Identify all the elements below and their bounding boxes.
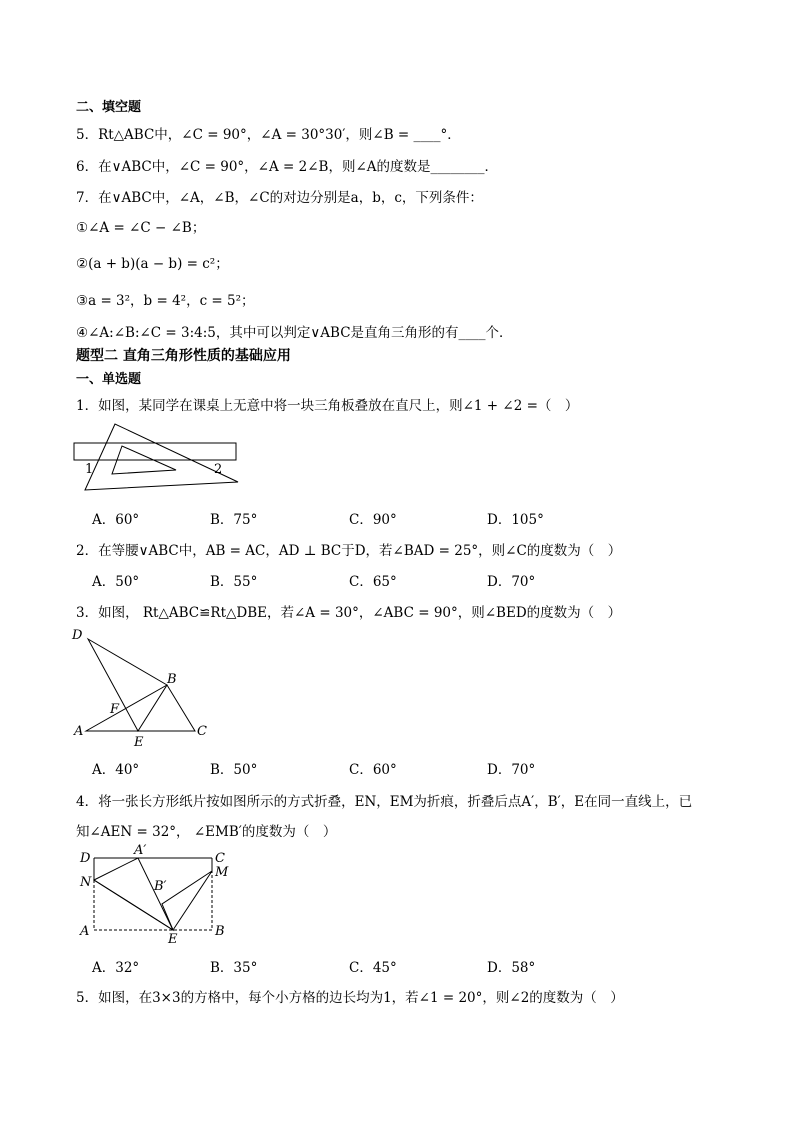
triangle-dbe [88, 639, 167, 731]
point-e-label: E [134, 735, 144, 750]
fold-flap-left [94, 858, 173, 930]
option-a[interactable]: A．32° [92, 960, 140, 976]
mc-question-3-stem: 3．如图， Rt△ABC≌Rt△DBE，若∠A = 30°，∠ABC = 90°，则∠BED的度数为（ ） [76, 605, 622, 621]
point-f-label: F [110, 702, 120, 717]
option-d[interactable]: D．70° [487, 762, 536, 778]
question-6: 6．在∨ABC中，∠C = 90°，∠A = 2∠B，则∠A的度数是________． [76, 159, 499, 175]
point-b-label: B [215, 924, 225, 939]
mc-question-3-options [92, 758, 612, 776]
question-7-condition-1: ①∠A = ∠C − ∠B； [76, 220, 206, 236]
point-c-label: C [197, 724, 207, 739]
option-a[interactable]: A．50° [92, 574, 140, 590]
option-b[interactable]: B．35° [210, 960, 258, 976]
option-c[interactable]: C．60° [349, 762, 397, 778]
point-b-prime-label: B′ [154, 879, 167, 894]
point-e-label: E [168, 932, 178, 947]
mc-question-2-options [92, 570, 612, 588]
ruler [74, 443, 236, 460]
option-d[interactable]: D．105° [487, 512, 544, 528]
mc-question-1-options [92, 508, 612, 526]
angle-1-label: 1 [85, 462, 94, 477]
option-c[interactable]: C．65° [349, 574, 397, 590]
question-type-heading: 题型二 直角三角形性质的基础应用 [76, 348, 291, 364]
point-b-label: B [167, 672, 177, 687]
option-b[interactable]: B．75° [210, 512, 258, 528]
congruent-triangles-figure [70, 625, 215, 750]
point-a-label: A [74, 724, 84, 739]
option-a[interactable]: A．60° [92, 512, 140, 528]
mc-question-4-stem-line-1: 4．将一张长方形纸片按如图所示的方式折叠，EN，EM为折痕，折叠后点A′，B′，E在同一直线上，已 [76, 794, 693, 810]
section-heading-fill-blank: 二、填空题 [76, 100, 142, 115]
point-d-label: D [72, 628, 83, 643]
set-square-outer [85, 424, 238, 490]
point-c-label: C [215, 851, 225, 866]
question-7-condition-3: ③a = 3²，b = 4²，c = 5²； [76, 293, 255, 309]
mc-question-4-stem-line-2: 知∠AEN = 32°， ∠EMB′的度数为（ ） [76, 824, 337, 840]
folded-rectangle-figure [70, 842, 240, 947]
section-heading-single-choice: 一、单选题 [76, 372, 142, 387]
question-7-condition-4: ④∠A:∠B:∠C = 3:4:5，其中可以判定∨ABC是直角三角形的有____个． [76, 325, 513, 341]
mc-question-5-stem: 5．如图，在3×3的方格中，每个小方格的边长均为1，若∠1 = 20°，则∠2的度数为（ ） [76, 990, 624, 1006]
ruler-triangle-figure [70, 420, 245, 495]
option-a[interactable]: A．40° [92, 762, 140, 778]
option-d[interactable]: D．58° [487, 960, 536, 976]
original-edges-dashed [94, 871, 212, 930]
mc-question-4-options [92, 956, 612, 974]
point-d-label: D [80, 851, 91, 866]
triangle-abc [86, 685, 195, 731]
option-d[interactable]: D．70° [487, 574, 536, 590]
question-5: 5．Rt△ABC中，∠C = 90°，∠A = 30°30′，则∠B = ____°． [76, 127, 461, 143]
angle-2-label: 2 [214, 462, 223, 477]
mc-question-2-stem: 2．在等腰∨ABC中，AB = AC，AD ⊥ BC于D，若∠BAD = 25°，则∠C的度数为（ ） [76, 543, 622, 559]
fold-flap-right [162, 871, 212, 930]
mc-question-1-stem: 1．如图，某同学在课桌上无意中将一块三角板叠放在直尺上，则∠1 + ∠2 =（ ） [76, 398, 579, 414]
point-a-prime-label: A′ [134, 843, 147, 858]
question-7: 7．在∨ABC中，∠A，∠B，∠C的对边分别是a，b，c，下列条件： [76, 190, 483, 206]
option-c[interactable]: C．45° [349, 960, 397, 976]
option-b[interactable]: B．50° [210, 762, 258, 778]
point-m-label: M [215, 865, 229, 880]
option-b[interactable]: B．55° [210, 574, 258, 590]
point-n-label: N [80, 875, 92, 890]
point-a-label: A [80, 924, 90, 939]
question-7-condition-2: ②(a + b)(a − b) = c²； [76, 256, 229, 272]
option-c[interactable]: C．90° [349, 512, 397, 528]
